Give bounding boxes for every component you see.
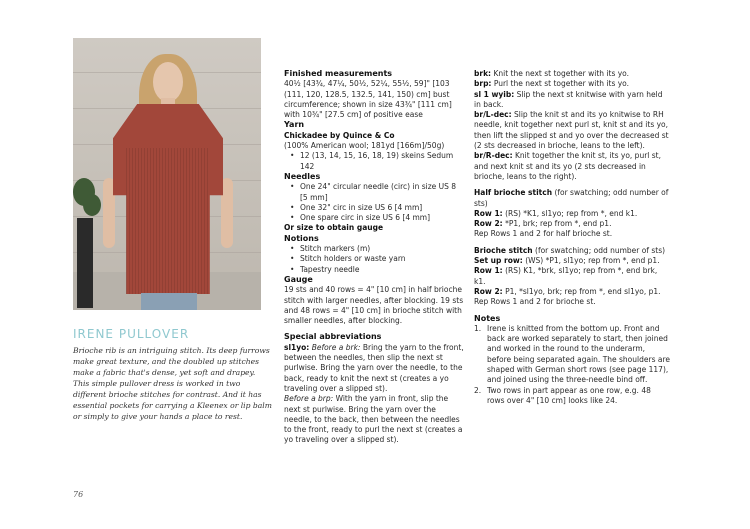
- abbrev-text: With the yarn in front, slip the next st purlwise. Bring the yarn over the needle, to the back, then between the needles to the front, ready to purl the next st (creates a yo traveling over a slipped st).: [284, 394, 463, 445]
- page-number: 76: [73, 490, 84, 499]
- abbrev-item: [474, 151, 670, 182]
- finished-text: 40½ [43¾, 47¼, 50½, 52¼, 55½, 59]" [103 (111, 120, 128.5, 132.5, 141, 150) cm] bust circumference; shown in size 43¾" [111 cm] with 10¾" [27.5 cm] of positive ease: [284, 79, 452, 120]
- gauge-text: 19 sts and 40 rows = 4" [10 cm] in half brioche stitch with larger needles, after blocking. 19 sts and 48 rows = 4" [10 cm] in brioche stitch with smaller needles, after blocking.: [284, 285, 464, 326]
- note-text: Two rows in part appear as one row, e.g. 48 rows over 4" [10 cm] looks like 24.: [487, 385, 651, 405]
- row-label: Row 2:: [474, 286, 503, 296]
- row-label: Row 2:: [474, 219, 503, 229]
- notions-heading: Notions: [284, 233, 319, 243]
- row-text: P1, *sl1yo, brk; rep from *, end sl1yo, p1.: [505, 286, 661, 296]
- brioche-row: [474, 266, 670, 287]
- half-brioche-note: (for swatching; odd number of sts): [474, 188, 669, 208]
- abbrev-text: Knit the next st together with its yo.: [493, 69, 630, 78]
- row-label: Row 1:: [474, 208, 503, 218]
- abbrev-lead: Before a brp:: [284, 394, 334, 404]
- model-face: [153, 62, 183, 102]
- row-text: *P1, brk; rep from *, end p1.: [505, 219, 612, 229]
- plant-stand: [77, 218, 93, 308]
- brioche-repeat: Rep Rows 1 and 2 for brioche st.: [474, 297, 596, 307]
- abbrev-term: brp:: [474, 79, 492, 89]
- notes-list: [474, 324, 670, 406]
- abbrev-heading: Special abbreviations: [284, 332, 382, 342]
- pattern-intro: Brioche rib is an intriguing stitch. Its deep furrows make great texture, and the doubled up stitches make a fabric that's dense, yet soft and drapey. This simple pullover dress is worked in two different brioche stitches for contrast. And it has essential pockets for carrying a Kleenex or lip balm or simply to give your hands a place to rest.: [73, 346, 272, 421]
- brioche-row: [474, 287, 670, 297]
- half-brioche-repeat: Rep Rows 1 and 2 for half brioche st.: [474, 229, 613, 239]
- abbrev-term: br/R-dec:: [474, 151, 513, 161]
- abbrev-text: Purl the next st together with its yo.: [493, 79, 630, 89]
- abbrev-lead: Before a brk:: [311, 342, 361, 352]
- brioche-heading: Brioche stitch: [474, 245, 533, 255]
- brioche-row: [474, 256, 670, 266]
- abbrev-sl1yo-brp: [284, 394, 466, 445]
- abbrev-term: sl1yo:: [284, 342, 310, 352]
- model-legs: [141, 293, 197, 310]
- abbrev-text: Bring the yarn to the front, between the needles, then slip the next st purlwise. Bring the yarn over the needle, to the back, ready to knit the next st (creates a yo traveling over a slipped st).: [284, 342, 464, 393]
- abbrev-item: [474, 79, 670, 89]
- yarn-item: • 12 (13, 14, 15, 16, 18, 19) skeins Sedum 142: [294, 151, 466, 172]
- notes-heading: Notes: [474, 313, 501, 323]
- note-item: [474, 324, 670, 386]
- abbrev-term: br/L-dec:: [474, 110, 512, 120]
- note-text: Irene is knitted from the bottom up. Front and back are worked separately to start, then joined and worked in the round to the underarm, before being separated again. The shoulders are shaped with German short rows (see page 117), and joined using the three-needle bind off.: [487, 323, 670, 385]
- abbrev-text: Slip the knit st and its yo knitwise to RH needle, knit together next purl st, knit st and its yo, then lift the slipped st and yo over the decreased st (2 sts decreased in brioche, leans to the left).: [474, 110, 669, 151]
- pattern-title: IRENE PULLOVER: [73, 327, 190, 341]
- gauge-heading: Gauge: [284, 274, 313, 284]
- needles-list: [284, 182, 466, 223]
- abbrev-term: brk:: [474, 69, 492, 78]
- half-brioche-row: [474, 219, 670, 229]
- row-text: (RS) K1, *brk, sl1yo; rep from *, end brk, k1.: [474, 266, 658, 286]
- abbrev-term: sl 1 wyib:: [474, 89, 515, 99]
- brioche-note: (for swatching; odd number of sts): [535, 245, 666, 255]
- yarn-list: [284, 151, 466, 172]
- abbrev-item: [474, 90, 670, 111]
- note-number: 2.: [474, 385, 482, 395]
- notion-item: • Stitch holders or waste yarn: [294, 254, 466, 264]
- note-number: 1.: [474, 323, 482, 333]
- abbrev-item: [474, 69, 670, 79]
- half-brioche-header: [474, 188, 670, 209]
- row-text: (RS) *K1, sl1yo; rep from *, end k1.: [505, 208, 638, 218]
- needle-item: • One spare circ in size US 6 [4 mm]: [294, 213, 466, 223]
- needle-item: • One 32" circ in size US 6 [4 mm]: [294, 203, 466, 213]
- notion-item: • Tapestry needle: [294, 265, 466, 275]
- needle-item: • One 24" circular needle (circ) in size US 8 [5 mm]: [294, 182, 466, 203]
- yarn-heading: Yarn: [284, 120, 305, 130]
- specs-column: [284, 69, 466, 446]
- brioche-header: [474, 246, 670, 256]
- note-item: [474, 386, 670, 407]
- finished-heading: Finished measurements: [284, 69, 393, 78]
- yarn-fiber: (100% American wool; 181yd [166m]/50g): [284, 141, 445, 151]
- abbrev-text: Slip the next st knitwise with yarn held in back.: [474, 89, 663, 109]
- yarn-name: Chickadee by Quince & Co: [284, 130, 395, 140]
- abbrev-sl1yo: [284, 343, 466, 394]
- notions-list: [284, 244, 466, 275]
- needles-note: Or size to obtain gauge: [284, 223, 384, 233]
- plant-leaf: [83, 194, 101, 216]
- half-brioche-row: [474, 209, 670, 219]
- row-text: (WS) *P1, sl1yo; rep from *, end p1.: [525, 256, 660, 266]
- abbrev-text: Knit together the knit st, its yo, purl st, and next knit st and its yo (2 sts decreased in brioche, leans to the right).: [474, 151, 661, 181]
- instructions-column: [474, 69, 670, 406]
- half-brioche-heading: Half brioche stitch: [474, 188, 553, 198]
- row-label: Row 1:: [474, 266, 503, 276]
- abbrev-item: [474, 110, 670, 151]
- pullover-photo: [73, 38, 261, 310]
- row-label: Set up row:: [474, 256, 523, 266]
- notion-item: • Stitch markers (m): [294, 244, 466, 254]
- needles-heading: Needles: [284, 171, 321, 181]
- brioche-rib-texture: [126, 148, 210, 294]
